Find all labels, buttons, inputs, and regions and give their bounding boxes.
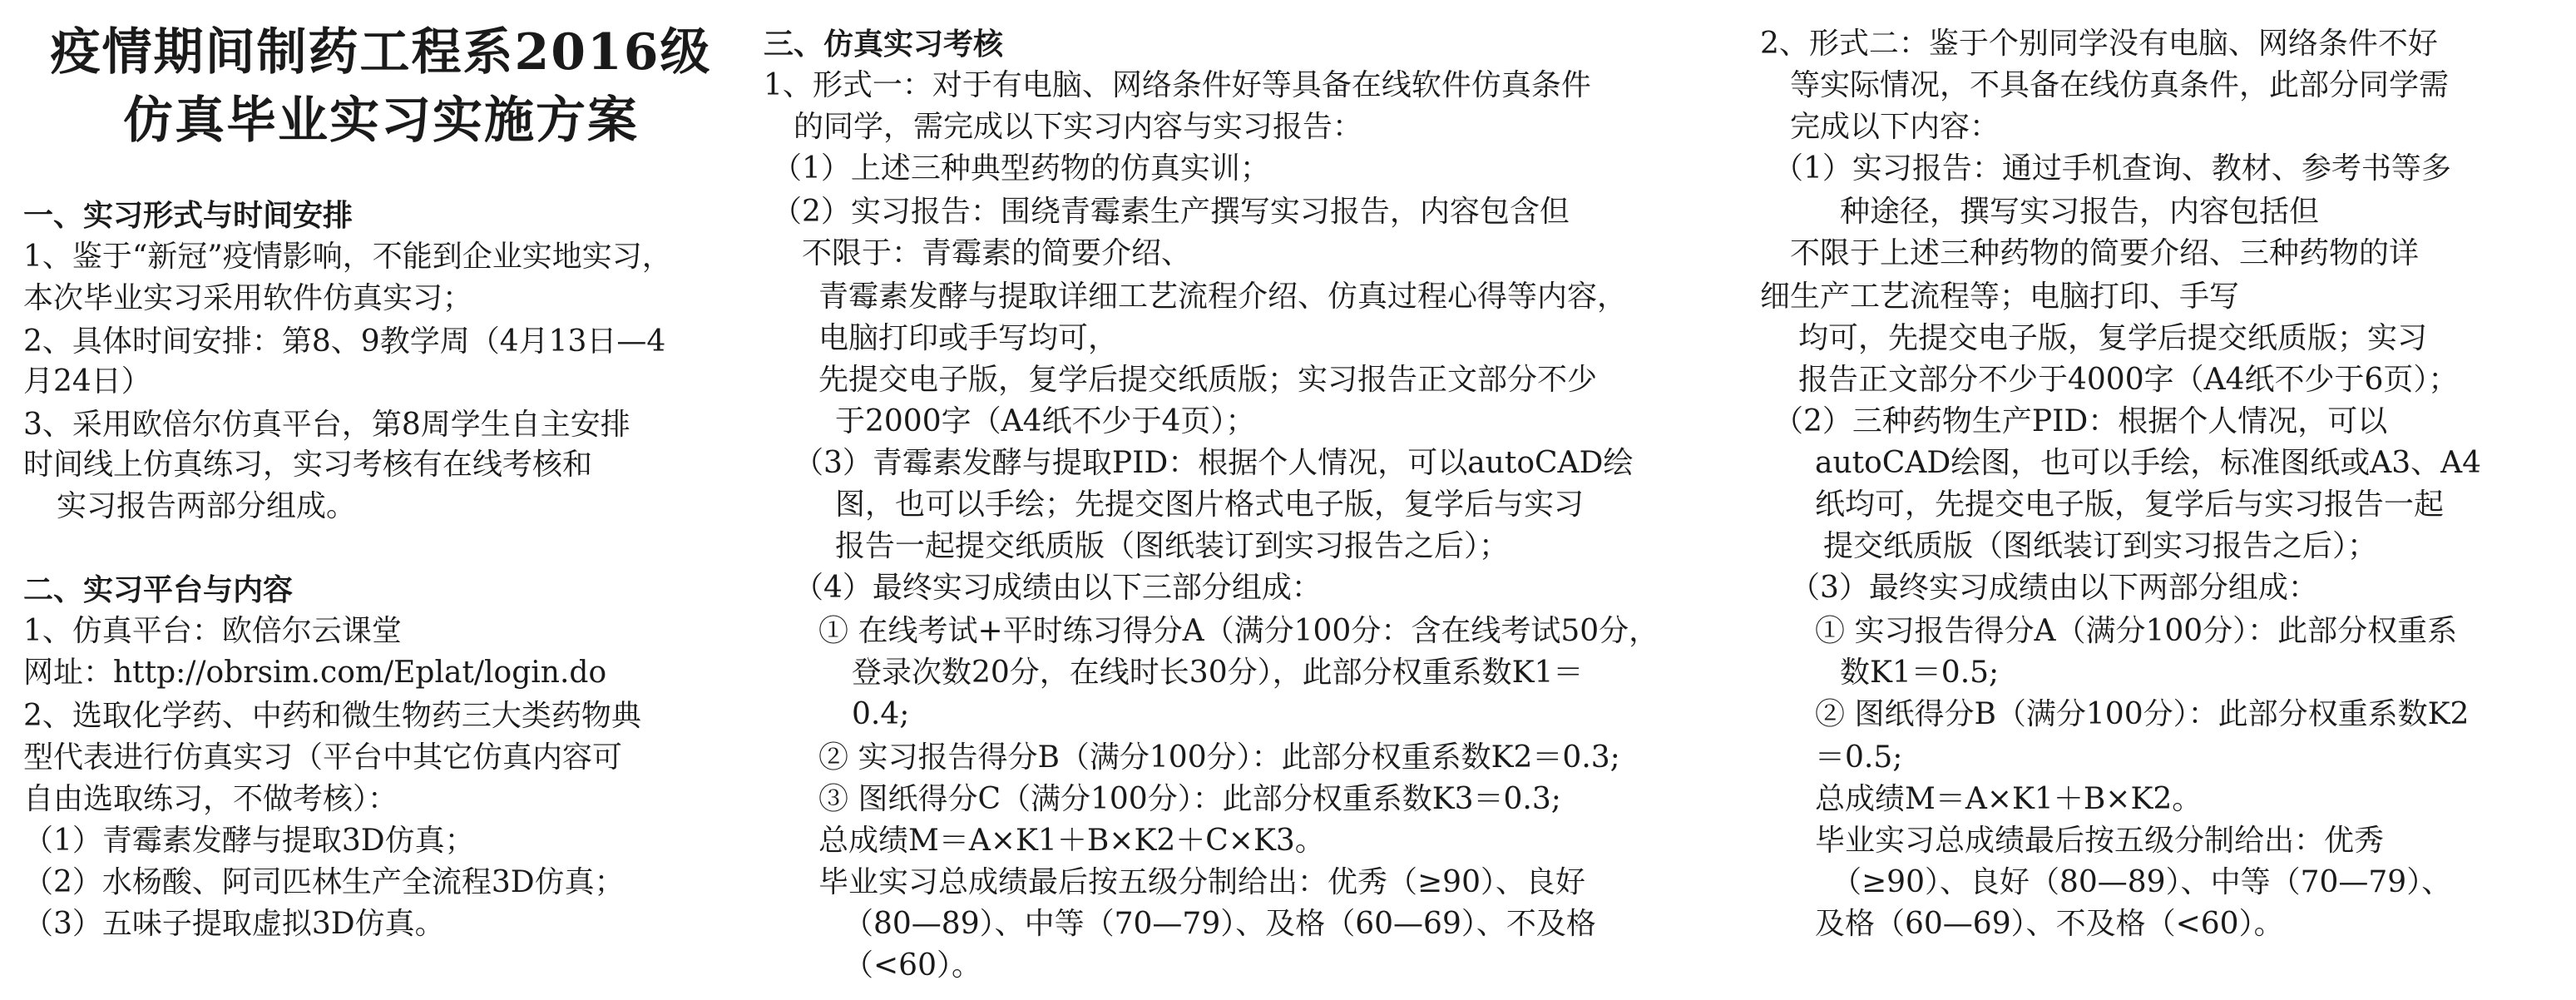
paragraph-line: 的同学，需完成以下实习内容与实习报告： <box>794 110 1363 144</box>
score-item: ① 实习报告得分A（满分100分）：此部分权重系 <box>1815 614 2458 648</box>
list-item: （1）青霉素发酵与提取3D仿真； <box>23 824 475 858</box>
section-heading-2: 二、实习平台与内容 <box>23 572 294 607</box>
paragraph-line: 1、形式一：对于有电脑、网络条件好等具备在线软件仿真条件 <box>764 68 1591 102</box>
paragraph-line: autoCAD绘图，也可以手绘，标准图纸或A3、A4 <box>1815 446 2482 480</box>
paragraph-line: 数K1＝0.5; <box>1840 656 2000 690</box>
score-item: ① 在线考试+平时练习得分A（满分100分：含在线考试50分， <box>818 614 1659 648</box>
list-item: （1）上述三种典型药物的仿真实训； <box>772 151 1270 186</box>
total-score-formula: 总成绩M＝A×K1＋B×K2＋C×K3。 <box>818 824 1325 858</box>
total-score-formula: 总成绩M＝A×K1＋B×K2。 <box>1815 782 2203 816</box>
paragraph-line: 细生产工艺流程等；电脑打印、手写 <box>1760 280 2240 314</box>
paragraph-line: 先提交电子版，复学后提交纸质版；实习报告正文部分不少 <box>818 363 1598 397</box>
paragraph-line: 型代表进行仿真实习（平台中其它仿真内容可 <box>23 740 623 775</box>
paragraph-line: 不限于：青霉素的简要介绍、 <box>802 236 1192 270</box>
paragraph-line: 1、仿真平台：欧倍尔云课堂 <box>23 614 402 648</box>
score-item: ③ 图纸得分C（满分100分）：此部分权重系数K3＝0.3; <box>818 782 1561 816</box>
paragraph-line: 3、采用欧倍尔仿真平台，第8周学生自主安排 <box>23 408 630 442</box>
paragraph-line: 图，也可以手绘；先提交图片格式电子版，复学后与实习 <box>835 488 1585 522</box>
list-item: （2）实习报告：围绕青霉素生产撰写实习报告，内容包含但 <box>772 195 1570 229</box>
list-item: （2）三种药物生产PID：根据个人情况，可以 <box>1773 404 2388 438</box>
paragraph-line: ＝0.5; <box>1815 740 1903 775</box>
list-item: （1）实习报告：通过手机查询、教材、参考书等多 <box>1773 151 2451 186</box>
paragraph-line: 毕业实习总成绩最后按五级分制给出：优秀（≥90）、良好 <box>818 865 1585 899</box>
list-item: （3）五味子提取虚拟3D仿真。 <box>23 907 445 941</box>
paragraph-line: 及格（60—69）、不及格（<60）。 <box>1815 907 2284 941</box>
paragraph-line: 时间线上仿真练习，实习考核有在线考核和 <box>23 448 593 482</box>
paragraph-line: （<60）。 <box>843 948 981 983</box>
paragraph-line: 0.4; <box>852 697 910 731</box>
platform-url: 网址：http://obrsim.com/Eplat/login.do <box>23 656 607 690</box>
paragraph-line: 1、鉴于“新冠”疫情影响，不能到企业实地实习， <box>23 240 672 274</box>
paragraph-line: 2、具体时间安排：第8、9教学周（4月13日—4 <box>23 324 666 359</box>
paragraph-line: 2、选取化学药、中药和微生物药三大类药物典 <box>23 699 641 733</box>
paragraph-line: 月24日） <box>23 364 151 399</box>
paragraph-line: 均可，先提交电子版，复学后提交纸质版；实习 <box>1798 321 2428 355</box>
score-item: ② 实习报告得分B（满分100分）：此部分权重系数K2＝0.3; <box>818 740 1620 775</box>
paragraph-line: 报告一起提交纸质版（图纸装订到实习报告之后）； <box>835 529 1510 563</box>
paragraph-line: 2、形式二：鉴于个别同学没有电脑、网络条件不好 <box>1760 27 2438 61</box>
paragraph-line: 毕业实习总成绩最后按五级分制给出：优秀 <box>1815 824 2385 858</box>
paragraph-line: （80—89）、中等（70—79）、及格（60—69）、不及格 <box>843 907 1596 941</box>
paragraph-line: 电脑打印或手写均可， <box>818 321 1119 355</box>
paragraph-line: 报告正文部分不少于4000字（A4纸不少于6页）； <box>1798 363 2459 397</box>
title-line-1: 疫情期间制药工程系2016级 <box>50 23 712 82</box>
list-item: （4）最终实习成绩由以下三部分组成： <box>794 571 1322 605</box>
list-item: （3）最终实习成绩由以下两部分组成： <box>1790 571 2318 605</box>
paragraph-line: 不限于上述三种药物的简要介绍、三种药物的详 <box>1790 236 2420 270</box>
paragraph-line: 自由选取练习，不做考核）： <box>23 782 398 816</box>
paragraph-line: 纸均可，先提交电子版，复学后与实习报告一起 <box>1815 488 2445 522</box>
list-item: （2）水杨酸、阿司匹林生产全流程3D仿真； <box>23 865 625 899</box>
paragraph-line: 实习报告两部分组成。 <box>57 489 357 523</box>
document-title <box>23 18 739 155</box>
title-line-2: 仿真毕业实习实施方案 <box>123 92 639 150</box>
paragraph-line: 青霉素发酵与提取详细工艺流程介绍、仿真过程心得等内容， <box>818 280 1628 314</box>
paragraph-line: 登录次数20分，在线时长30分），此部分权重系数K1＝ <box>852 656 1584 690</box>
paragraph-line: 本次毕业实习采用软件仿真实习； <box>23 281 473 315</box>
paragraph-line: 种途径，撰写实习报告，内容包括但 <box>1840 195 2320 229</box>
paragraph-line: （≥90）、良好（80—89）、中等（70—79）、 <box>1832 865 2452 899</box>
section-heading-1: 一、实习形式与时间安排 <box>23 198 354 233</box>
section-heading-3: 三、仿真实习考核 <box>764 27 1004 62</box>
paragraph-line: 提交纸质版（图纸装订到实习报告之后）； <box>1823 529 2378 563</box>
paragraph-line: 完成以下内容： <box>1790 110 2000 144</box>
paragraph-line: 等实际情况，不具备在线仿真条件，此部分同学需 <box>1790 68 2450 102</box>
paragraph-line: 于2000字（A4纸不少于4页）； <box>835 404 1256 438</box>
score-item: ② 图纸得分B（满分100分）：此部分权重系数K2 <box>1815 697 2470 731</box>
list-item: （3）青霉素发酵与提取PID：根据个人情况，可以autoCAD绘 <box>794 446 1634 480</box>
